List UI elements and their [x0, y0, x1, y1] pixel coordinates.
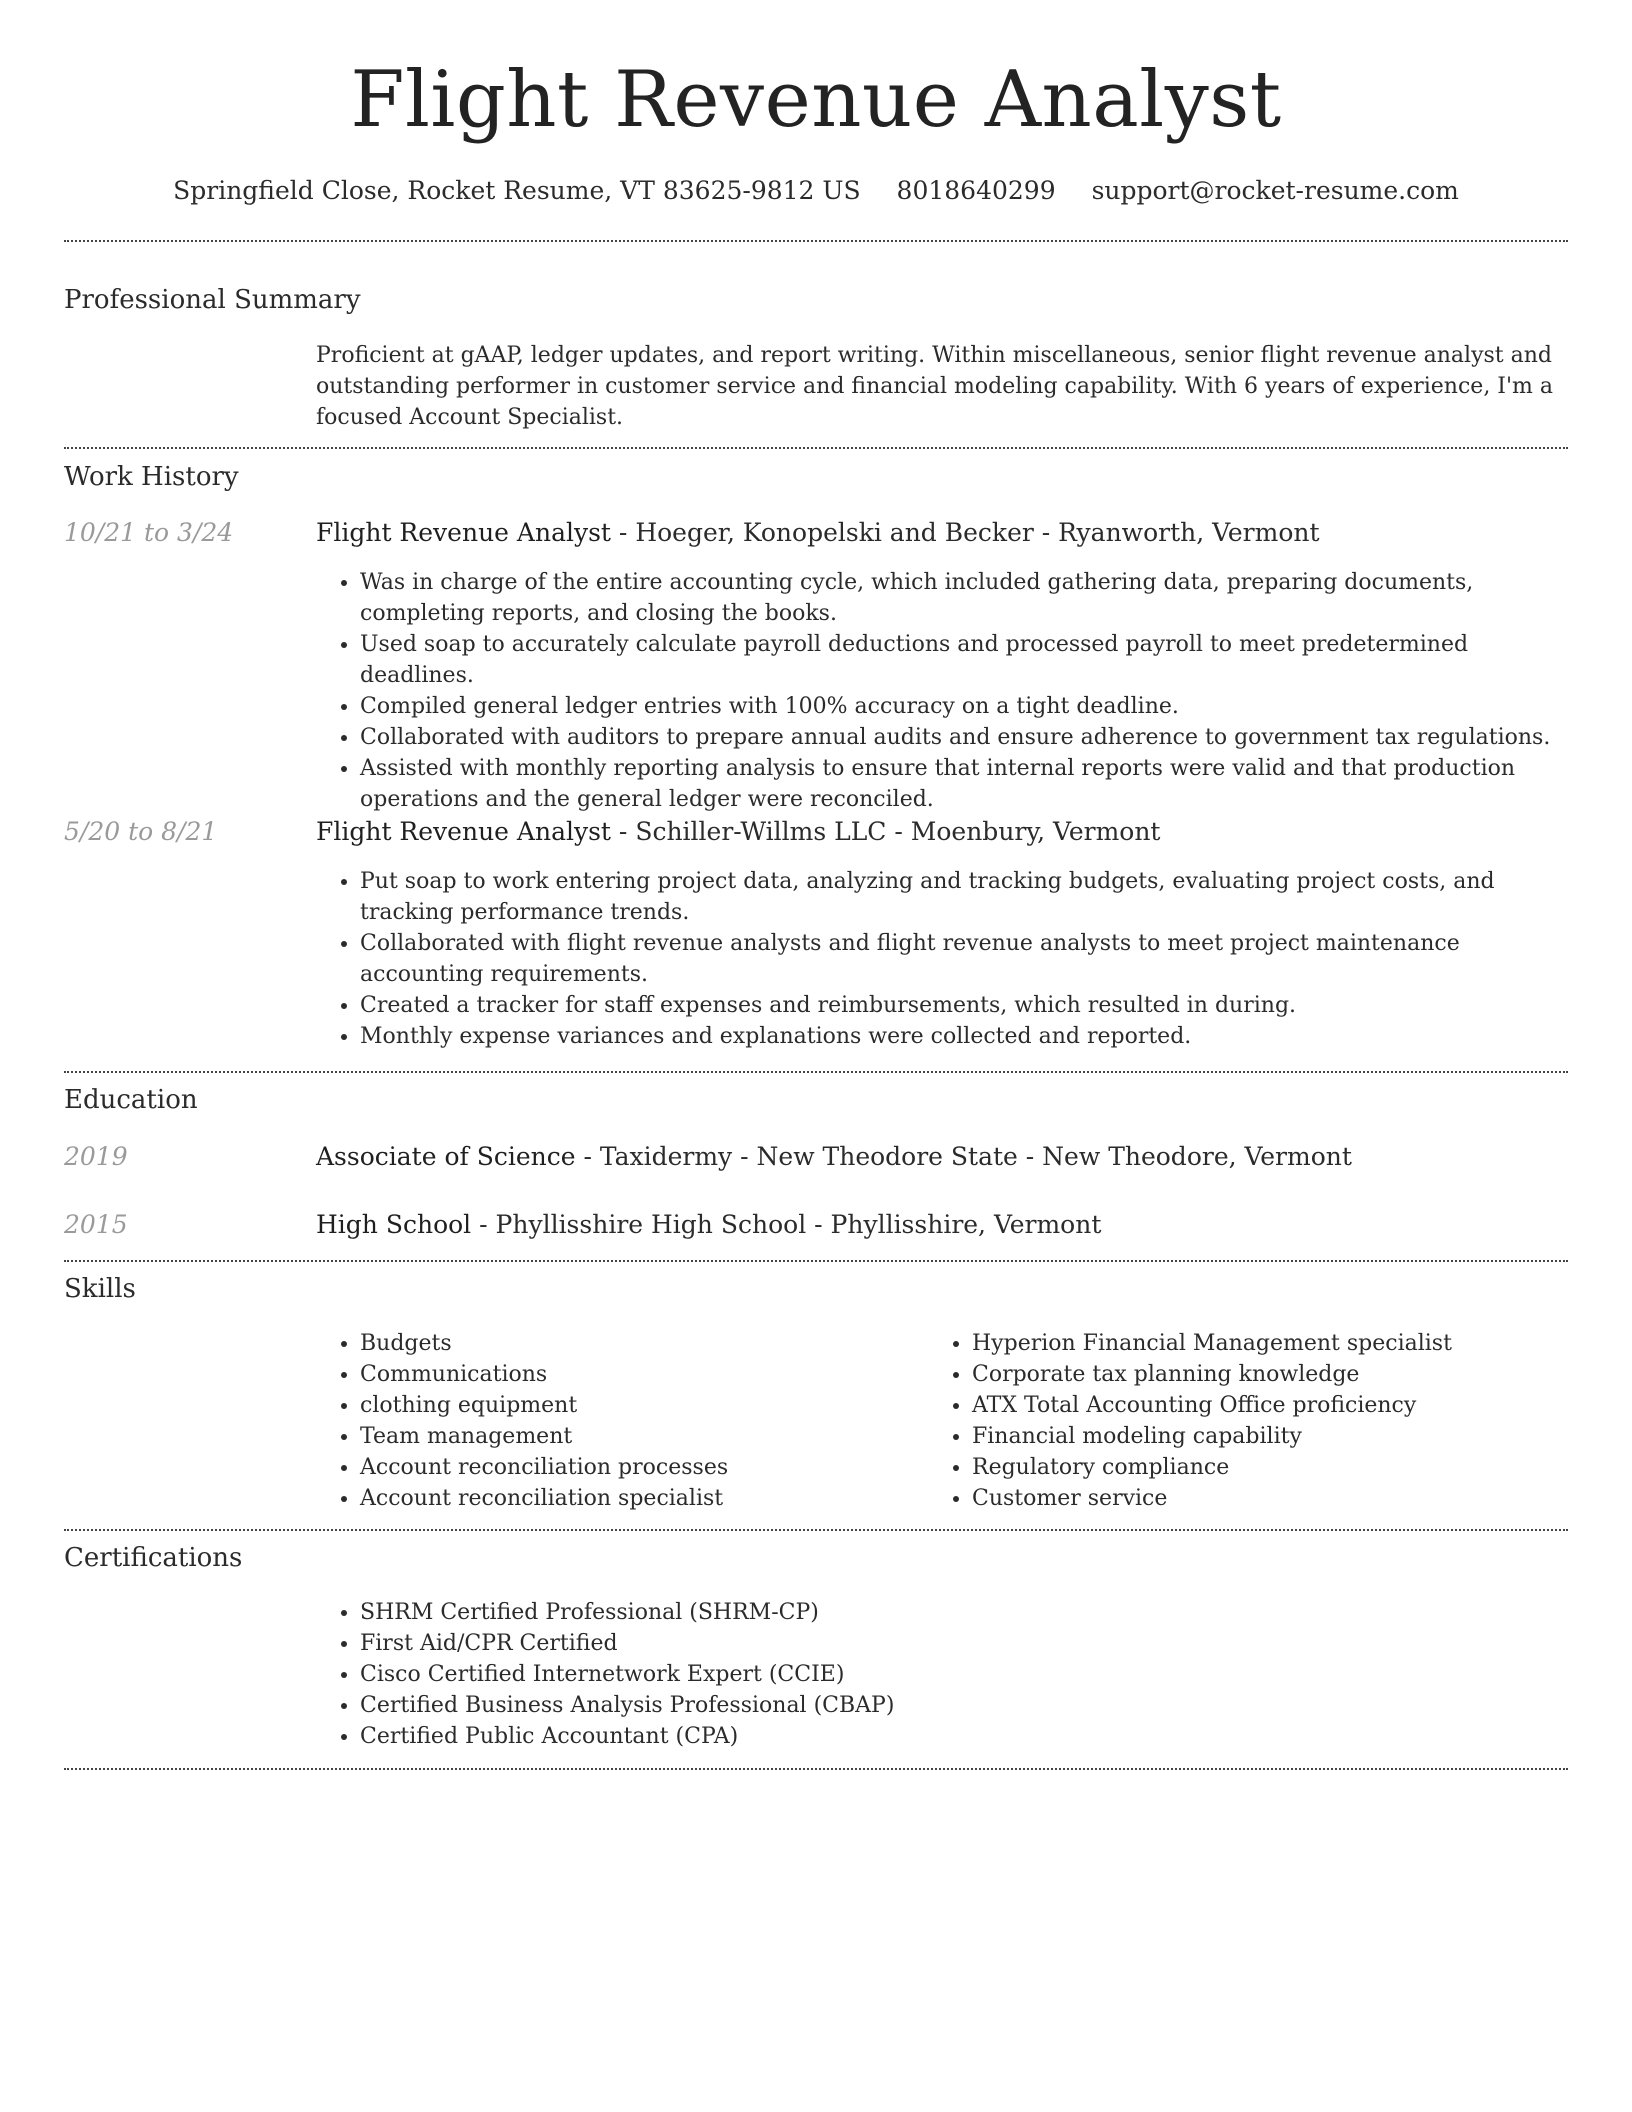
section-divider — [64, 240, 1568, 242]
contact-line — [0, 174, 1632, 208]
job-dates: 5/20 to 8/21 — [64, 817, 218, 846]
contact-email: support@rocket-resume.com — [1091, 176, 1459, 205]
list-item: • Was in charge of the entire accounting cycle, which included gathering data, preparing documents, completing reports, and closing the books. — [360, 567, 1570, 629]
list-item: • Collaborated with auditors to prepare annual audits and ensure adherence to government tax regulations. — [360, 722, 1570, 753]
job-heading — [316, 815, 1160, 849]
skills-section-title: Skills — [64, 1274, 136, 1304]
section-divider — [64, 1260, 1568, 1262]
list-item: • First Aid/CPR Certified — [360, 1628, 1570, 1659]
resume-header — [0, 0, 1632, 208]
certifications-section-title: Certifications — [64, 1543, 243, 1573]
skills-list-left — [316, 1328, 960, 1514]
job-bullets — [316, 567, 1570, 815]
list-item: • Put soap to work entering project data, analyzing and tracking budgets, evaluating project costs, and tracking performance trends. — [360, 866, 1570, 928]
education-year: 2019 — [64, 1142, 128, 1171]
section-divider — [64, 1529, 1568, 1531]
education-school: - Phyllisshire High School - Phyllisshire, Vermont — [471, 1210, 1102, 1239]
education-school: - New Theodore State - New Theodore, Vermont — [732, 1142, 1352, 1171]
list-item: • Cisco Certified Internetwork Expert (CCIE) — [360, 1659, 1570, 1690]
list-item: • clothing equipment — [360, 1390, 960, 1421]
list-item: • Account reconciliation specialist — [360, 1483, 960, 1514]
list-item: • Compiled general ledger entries with 100% accuracy on a tight deadline. — [360, 691, 1570, 722]
certifications-list — [316, 1597, 1570, 1752]
list-item: • Account reconciliation processes — [360, 1452, 960, 1483]
education-section-title: Education — [64, 1085, 198, 1115]
list-item: • Budgets — [360, 1328, 960, 1359]
contact-address: Springfield Close, Rocket Resume, VT 83625-9812 US — [173, 176, 861, 205]
candidate-name: Flight Revenue Analyst — [350, 55, 1282, 145]
job-bullets — [316, 866, 1570, 1052]
list-item: • Assisted with monthly reporting analysis to ensure that internal reports were valid and that production operations and the general ledger were reconciled. — [360, 753, 1570, 815]
education-entry — [316, 1140, 1352, 1174]
education-degree: High School — [316, 1210, 472, 1239]
list-item: • Corporate tax planning knowledge — [972, 1359, 1612, 1390]
section-divider — [64, 447, 1568, 449]
list-item: • Collaborated with flight revenue analysts and flight revenue analysts to meet project maintenance accounting requirements. — [360, 928, 1570, 990]
contact-phone: 8018640299 — [896, 176, 1056, 205]
list-item: • Monthly expense variances and explanations were collected and reported. — [360, 1021, 1570, 1052]
list-item: • Certified Public Accountant (CPA) — [360, 1721, 1570, 1752]
job-heading — [316, 516, 1320, 550]
job-dates: 10/21 to 3/24 — [64, 518, 234, 547]
job-title: Flight Revenue Analyst — [316, 518, 611, 547]
education-field: - Taxidermy — [575, 1142, 733, 1171]
list-item: • Created a tracker for staff expenses and reimbursements, which resulted in during. — [360, 990, 1570, 1021]
section-divider — [64, 1071, 1568, 1073]
list-item: • Customer service — [972, 1483, 1612, 1514]
education-entry — [316, 1208, 1101, 1242]
list-item: • Financial modeling capability — [972, 1421, 1612, 1452]
section-divider — [64, 1768, 1568, 1770]
skills-list-right — [928, 1328, 1612, 1514]
summary-section-title: Professional Summary — [64, 285, 361, 315]
job-employer: - Hoeger, Konopelski and Becker - Ryanworth, Vermont — [610, 518, 1320, 547]
list-item: • Regulatory compliance — [972, 1452, 1612, 1483]
list-item: • Team management — [360, 1421, 960, 1452]
list-item: • SHRM Certified Professional (SHRM-CP) — [360, 1597, 1570, 1628]
education-year: 2015 — [64, 1210, 128, 1239]
list-item: • Certified Business Analysis Professional (CBAP) — [360, 1690, 1570, 1721]
list-item: • Hyperion Financial Management specialist — [972, 1328, 1612, 1359]
list-item: • Used soap to accurately calculate payroll deductions and processed payroll to meet predetermined deadlines. — [360, 629, 1570, 691]
list-item: • ATX Total Accounting Office proficiency — [972, 1390, 1612, 1421]
job-employer: - Schiller-Willms LLC - Moenbury, Vermont — [610, 817, 1161, 846]
summary-text: Proficient at gAAP, ledger updates, and report writing. Within miscellaneous, senior flight revenue analyst and outstanding performer in customer service and financial modeling capability. With 6 years of experience, I'm a focused Account Specialist. — [316, 343, 1554, 430]
work-section-title: Work History — [64, 462, 239, 492]
job-title: Flight Revenue Analyst — [316, 817, 611, 846]
list-item: • Communications — [360, 1359, 960, 1390]
education-degree: Associate of Science — [316, 1142, 576, 1171]
